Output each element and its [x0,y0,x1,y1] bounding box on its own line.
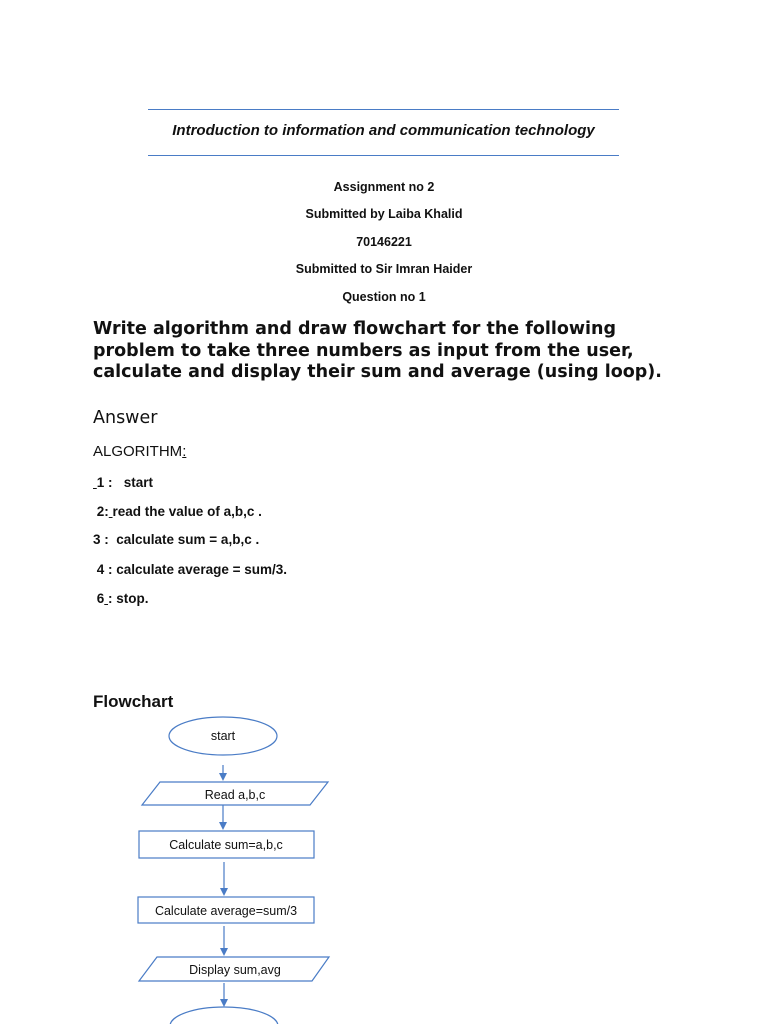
algorithm-heading-colon: : [182,443,187,460]
question-text: Write algorithm and draw flowchart for the following problem to take three numbers as input from the user, calculate and display their sum and average (using loop). [93,319,662,382]
flowchart-read-label: Read a,b,c [204,788,266,802]
question-number: Question no 1 [342,290,426,304]
submitted-to: Submitted to Sir Imran Haider [295,262,473,276]
step-4-label: 4 : calculate average = sum/3. [93,562,287,577]
submitted-by: Submitted by Laiba Khalid [305,207,463,221]
step-2-label: read the value of a,b,c . [112,504,262,519]
flowchart-average-label: Calculate average=sum/3 [154,904,298,918]
assignment-number: Assignment no 2 [333,180,435,194]
algorithm-heading-text: ALGORITHM [93,443,183,460]
step-2-prefix: 2: [93,504,109,519]
flowchart-display-label: Display sum,avg [189,963,281,977]
flowchart-sum-label: Calculate sum=a,b,c [169,838,283,852]
step-6-label: : stop. [108,591,149,606]
flowchart-stop-terminal [170,1007,278,1024]
roll-number: 70146221 [356,235,412,249]
document-title: Introduction to information and communication technology [172,122,595,139]
answer-label: Answer [93,408,158,428]
step-3-label: 3 : calculate sum = a,b,c . [93,532,260,547]
step-1-label: 1 : start [96,475,154,490]
flowchart-start-label: start [210,729,236,743]
step-6-prefix: 6 [93,591,105,606]
flowchart-heading: Flowchart [93,692,174,711]
